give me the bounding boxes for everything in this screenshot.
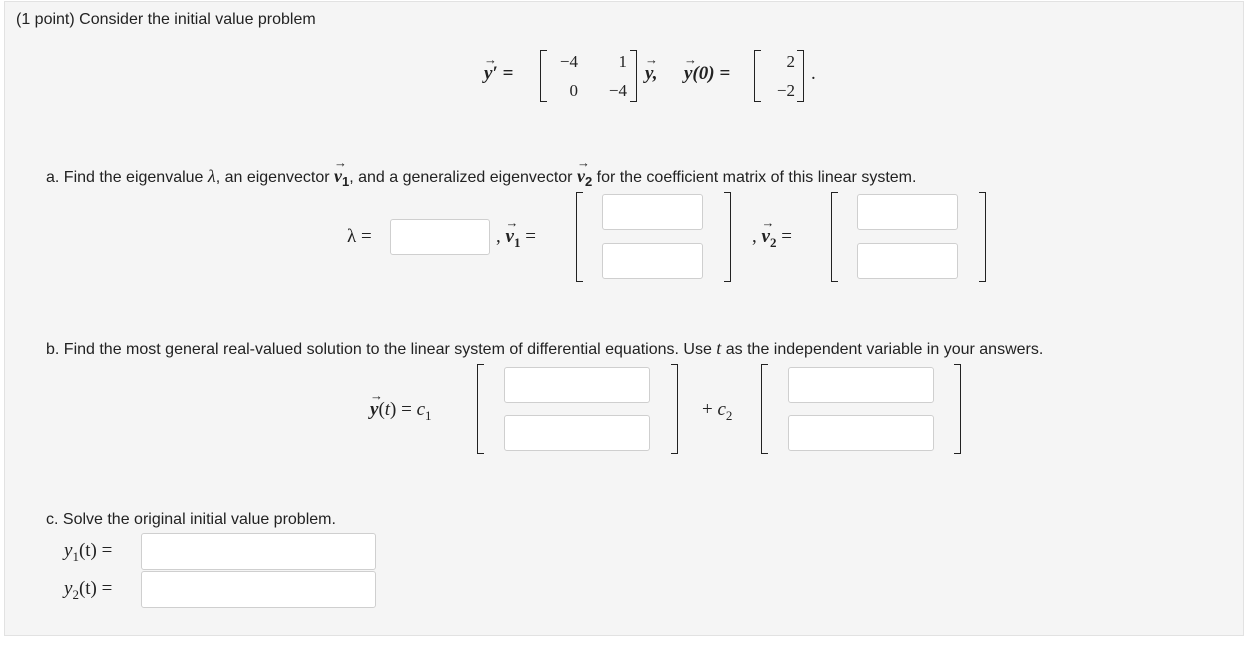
- initial-value-1: 2: [786, 52, 795, 71]
- y-zero-label: → y(0) =: [684, 52, 731, 84]
- matrix-a11: −4: [559, 52, 578, 71]
- v2-component-2-input[interactable]: [857, 243, 958, 279]
- term2-component-2-input[interactable]: [788, 415, 934, 451]
- term1-component-1-input[interactable]: [504, 367, 650, 403]
- v2-right-bracket: [979, 192, 986, 282]
- matrix-a12: 1: [618, 52, 627, 71]
- general-solution-label: → $y(t) = c_1$: [370, 388, 432, 423]
- y-vector-after: → y,: [645, 52, 658, 84]
- problem-header: (1 point) Consider the initial value problem: [16, 11, 316, 28]
- v1-component-2-input[interactable]: [602, 243, 703, 279]
- initial-left-bracket: [754, 50, 761, 102]
- y2-label: $y_2(t)$ =: [64, 578, 113, 602]
- y2-input[interactable]: [141, 571, 376, 608]
- matrix-a22: −4: [608, 81, 627, 100]
- y-vector-symbol: → y′ =: [484, 52, 514, 84]
- part-c-instruction: c. Solve the original initial value problem.: [46, 511, 336, 528]
- initial-value-2: −2: [776, 81, 795, 100]
- term1-left-bracket: [477, 364, 484, 454]
- v1-left-bracket: [576, 192, 583, 282]
- plus-c2-label: + $c_2$: [702, 399, 733, 423]
- matrix-a21: 0: [569, 81, 578, 100]
- part-b-instruction: b. Find the most general real-valued solution to the linear system of differential equations. Use t as the independent variable in your answers.: [46, 338, 1044, 358]
- part-a-instruction: a. Find the eigenvalue λ, an eigenvector → $v_1$, and a generalized eigenvector → $v_2$ for the coefficient matrix of this linear system.: [46, 155, 917, 190]
- y1-input[interactable]: [141, 533, 376, 570]
- term1-right-bracket: [671, 364, 678, 454]
- lambda-label: λ =: [347, 226, 372, 247]
- v1-label: , → $v_1$ =: [496, 215, 536, 250]
- v1-right-bracket: [724, 192, 731, 282]
- term1-component-2-input[interactable]: [504, 415, 650, 451]
- term2-component-1-input[interactable]: [788, 367, 934, 403]
- v2-label: , → $v_2$ =: [752, 215, 792, 250]
- v2-component-1-input[interactable]: [857, 194, 958, 230]
- term2-right-bracket: [954, 364, 961, 454]
- lambda-input[interactable]: [390, 219, 490, 255]
- v2-left-bracket: [831, 192, 838, 282]
- matrix-right-bracket: [630, 50, 637, 102]
- y-prime-label: [484, 52, 514, 85]
- matrix-left-bracket: [540, 50, 547, 102]
- equation-period: .: [811, 63, 816, 84]
- term2-left-bracket: [761, 364, 768, 454]
- v1-component-1-input[interactable]: [602, 194, 703, 230]
- initial-right-bracket: [797, 50, 804, 102]
- y1-label: $y_1(t)$ =: [64, 540, 113, 564]
